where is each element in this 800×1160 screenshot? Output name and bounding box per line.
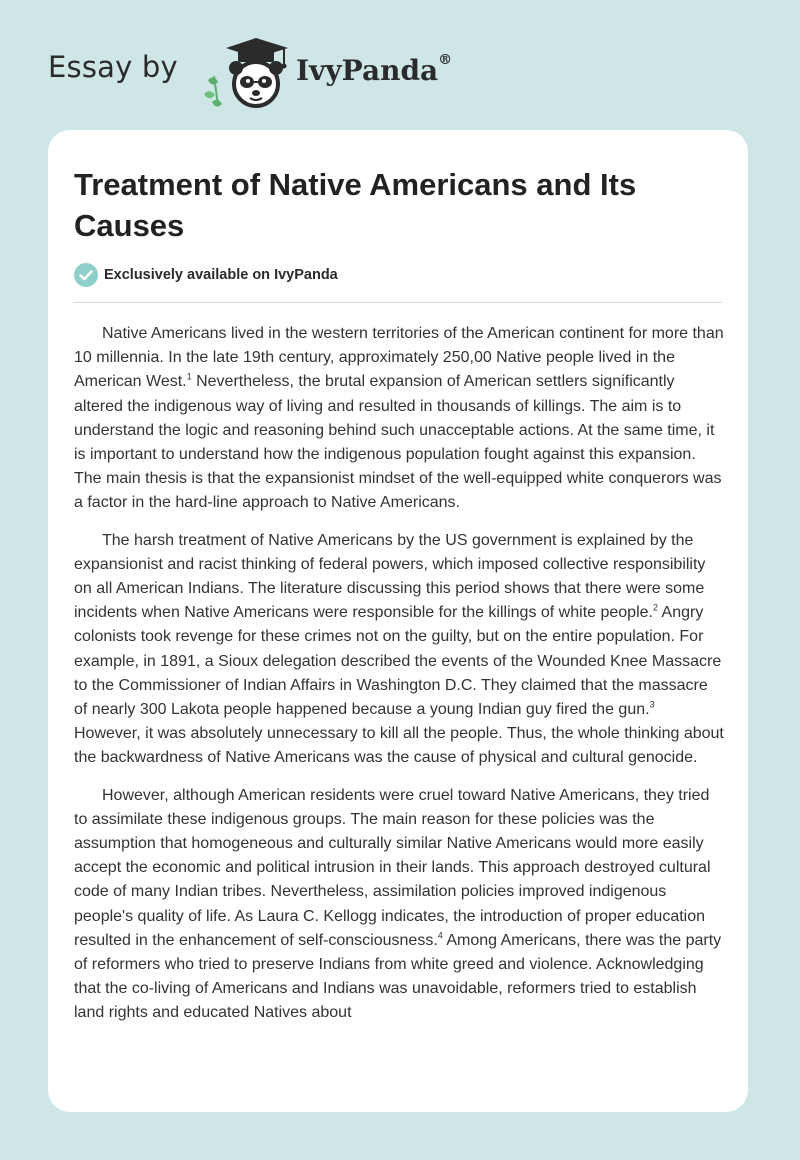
brand-name[interactable] (296, 54, 452, 87)
paragraph-text: However, it was absolutely unnecessary to kill all the people. Thus, the whole thinking about the backwardness of Native Americans was the cause of physical and cultural genocide. (74, 725, 724, 767)
footnote-ref[interactable]: 3 (649, 699, 655, 710)
paragraph (74, 529, 724, 771)
paragraph-text: However, although American residents were cruel toward Native Americans, they tried to assimilate these indigenous groups. The main reason for these policies was the assumption that homogeneous and culturally similar Native Americans would more easily accept the economic and political intrusion in their lands. This approach destroyed cultural code of many Indian tribes. Nevertheless, assimilation policies improved indigenous people's quality of life. As Laura C. Kellogg indicates, the introduction of proper education resulted in the enhancement of self-consciousness. (74, 786, 711, 949)
site-header (0, 0, 800, 130)
essay-by-label: Essay by (48, 50, 178, 84)
panda-graduate-icon (198, 36, 294, 110)
paragraph (74, 784, 724, 1026)
exclusive-badge (74, 262, 338, 288)
essay-title: Treatment of Native Americans and Its Causes (74, 167, 637, 243)
footnote-ref[interactable]: 4 (437, 930, 443, 941)
paragraph-text: Native Americans lived in the western territories of the American continent for more than 10 millennia. In the late 19th century, approximately 250,00 Native people lived in the American West. (74, 325, 724, 391)
paragraph-text: Among Americans, there was the party of reformers who tried to preserve Indians from white greed and violence. Acknowledging that the co-living of Americans and Indians was unavoidable, reformers tried to establish land rights and educated Natives about (74, 931, 722, 1022)
paragraph-text: The harsh treatment of Native Americans by the US government is explained by the expansionist and racist thinking of federal powers, which imposed collective responsibility on all American Indians. The literature discussing this period shows that there were some incidents when Native Americans were responsible for the killings of white people. (74, 531, 706, 622)
brand-wordmark: IvyPanda (296, 54, 439, 87)
registered-mark: ® (438, 52, 453, 68)
footnote-ref[interactable]: 1 (186, 372, 192, 383)
paragraph-text: Nevertheless, the brutal expansion of American settlers significantly altered the indigenous way of living and resulted in thousands of killings. The aim is to understand the logic and reasoning behind such unacceptable actions. At the same time, it is important to understand how the indigenous population fought against this expansion. The main thesis is that the expansionist mindset of the well-equipped white conquerors was a factor in the hard-line approach to Native Americans. (74, 373, 722, 512)
essay-body (74, 322, 724, 1039)
divider (74, 302, 722, 303)
paragraph-text: Angry colonists took revenge for these crimes not on the guilty, but on the entire population. For example, in 1891, a Sioux delegation described the events of the Wounded Knee Massacre to the Commissioner of Indian Affairs in Washington D.C. They claimed that the massacre of nearly 300 Lakota people happened because a young Indian guy fired the gun. (74, 604, 722, 719)
paragraph (74, 322, 724, 516)
essay-card (48, 130, 748, 1112)
footnote-ref[interactable]: 2 (652, 602, 658, 613)
exclusive-label: Exclusively available on IvyPanda (104, 267, 338, 283)
check-circle-icon (74, 263, 98, 287)
